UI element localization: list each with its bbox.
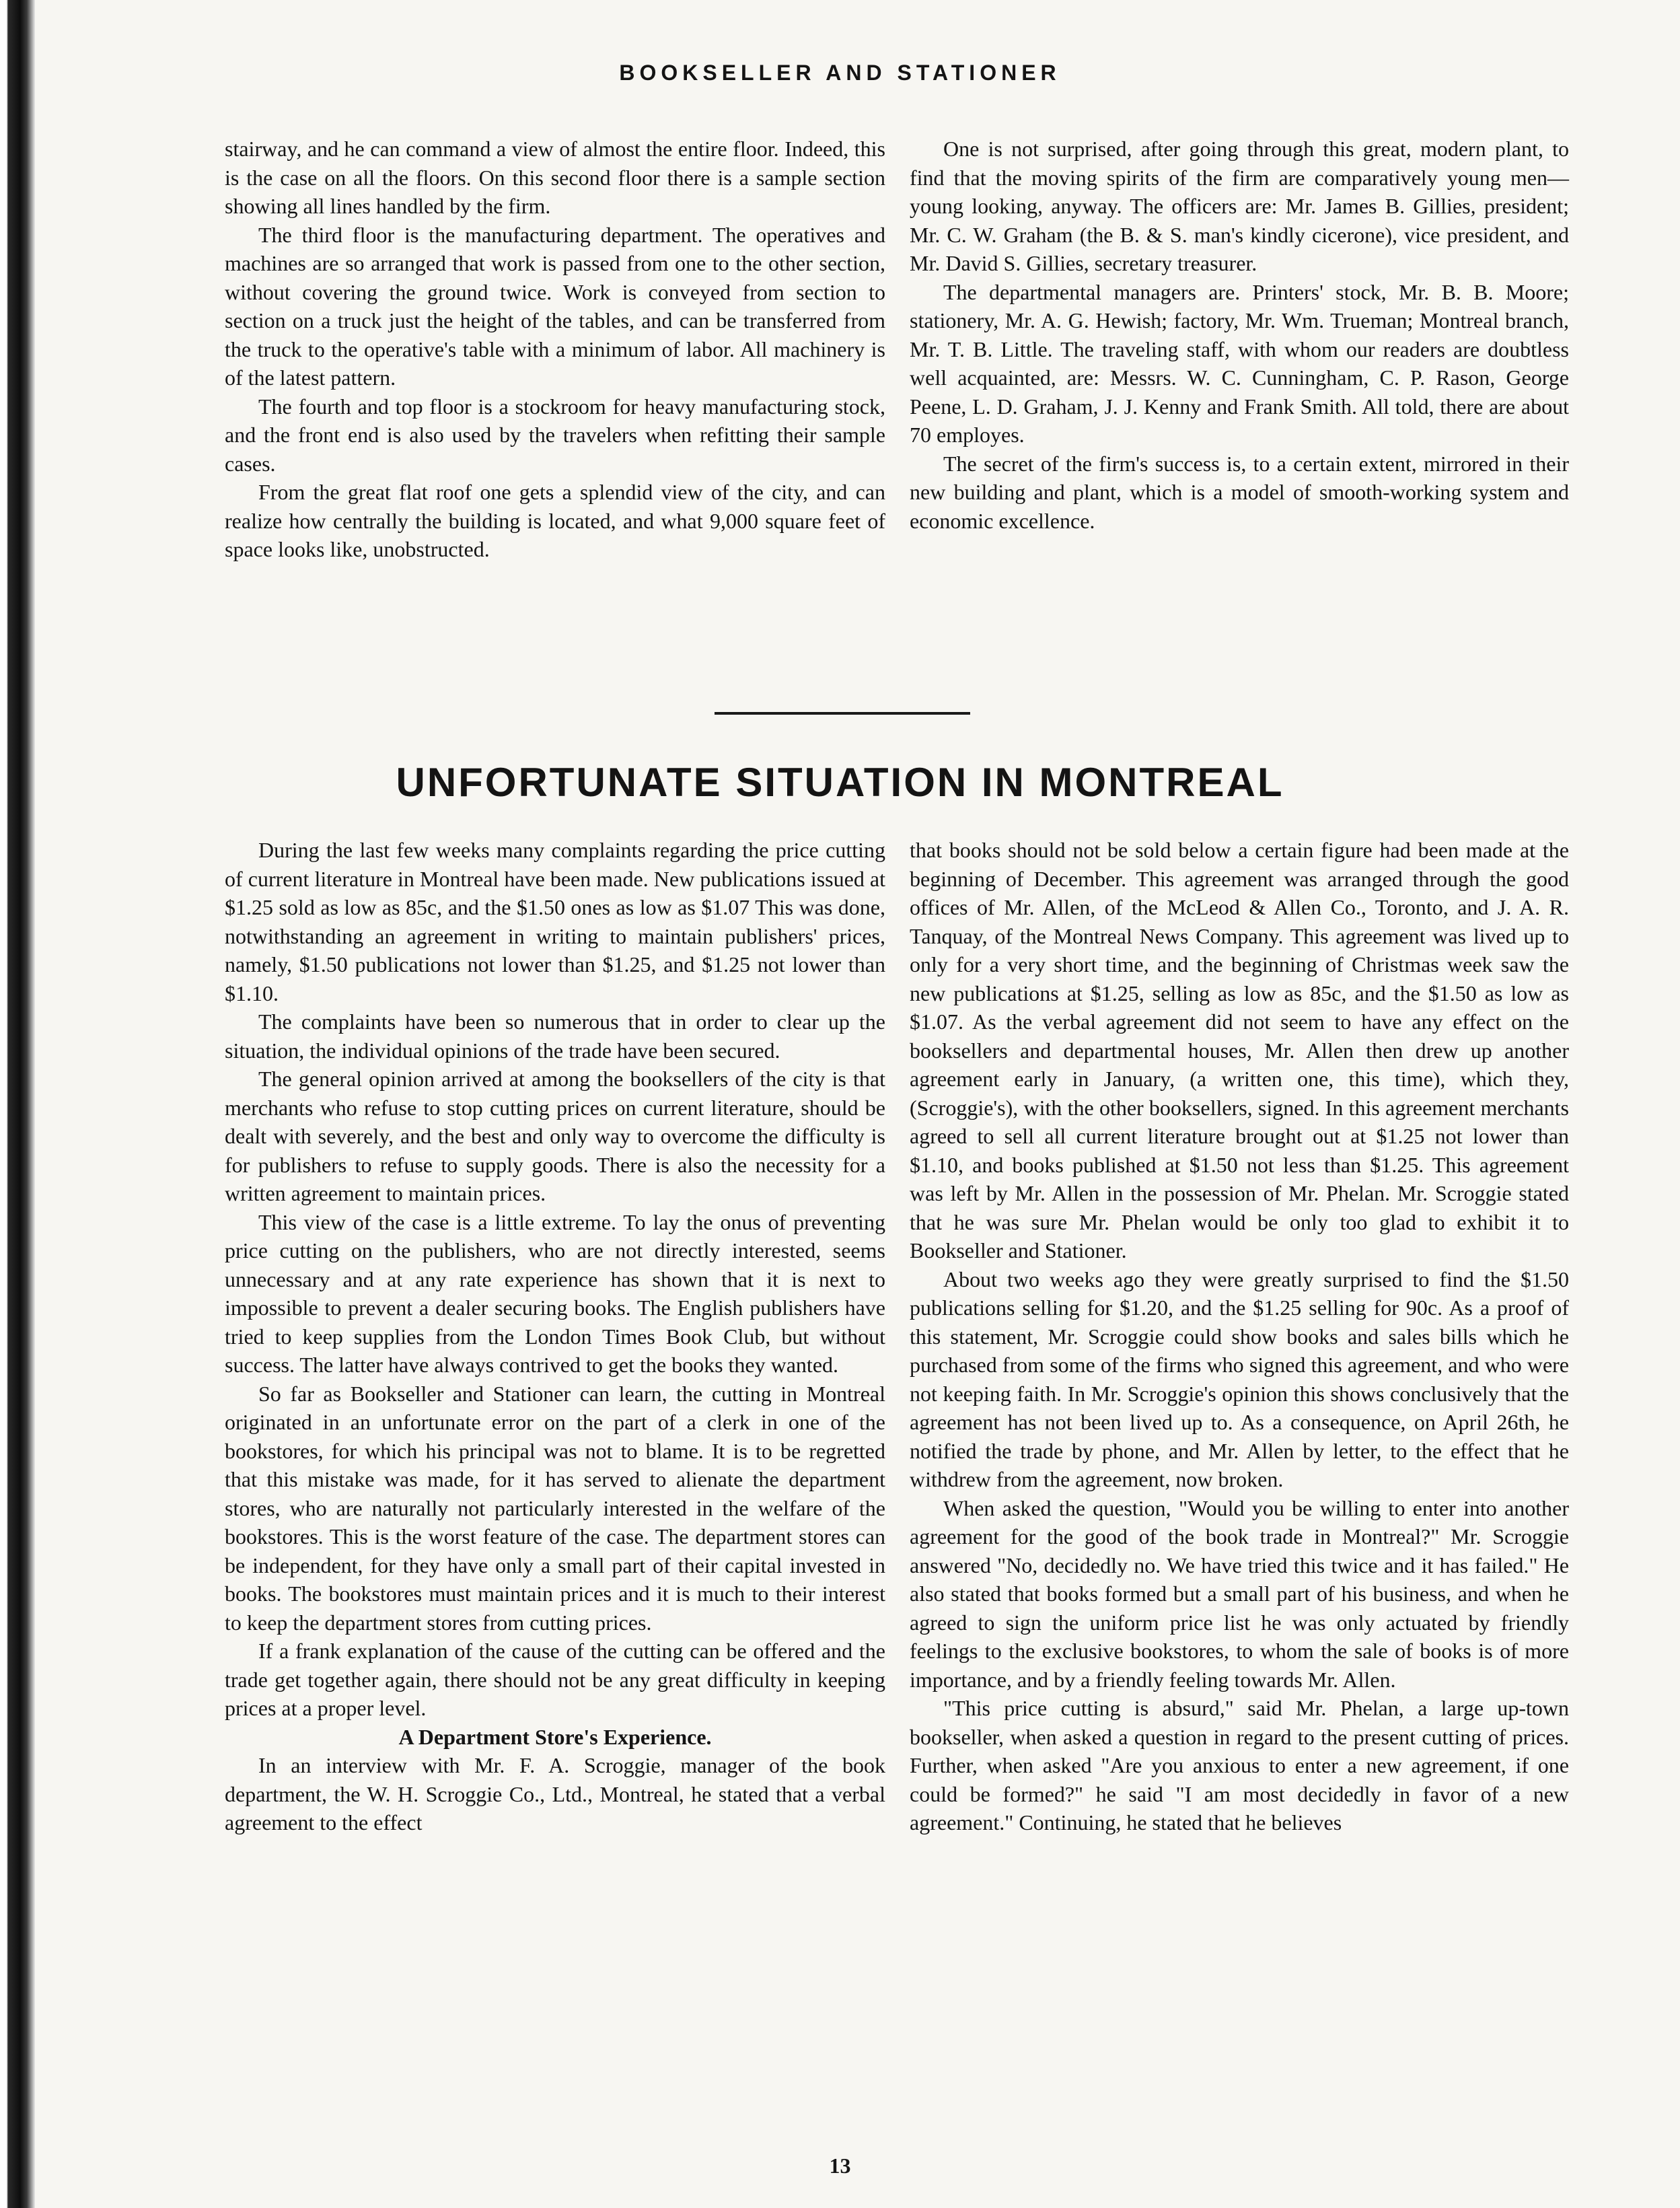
section-divider [715, 712, 970, 715]
running-head: BOOKSELLER AND STATIONER [619, 61, 1061, 85]
article-right-column [910, 836, 1569, 1837]
paragraph: This view of the case is a little extreme. To lay the onus of preventing price cutting on the publishers, who are not directly interested, seems unnecessary and at any rate experience has shown that it is next to impossible to prevent a dealer securing books. The English publishers have tried to keep supplies from the London Times Book Club, but without success. The latter have always contrived to get the books they wanted. [225, 1209, 885, 1377]
paragraph: The general opinion arrived at among the booksellers of the city is that merchants who refuse to stop cutting prices on current literature, should be dealt with severely, and the best and only way to overcome the difficulty is for publishers to refuse to supply goods. There is also the necessity for a written agreement to maintain prices. [225, 1067, 885, 1205]
paragraph: During the last few weeks many complaints regarding the price cutting of current literature in Montreal have been made. New publications issued at $1.25 sold as low as 85c, and the $1.50 ones as low as $1.07 This was done, notwithstanding an agreement in writing to maintain publishers' prices, namely, $1.50 publications not lower than $1.25, and $1.25 not lower than $1.10. [225, 838, 885, 1005]
paragraph: "This price cutting is absurd," said Mr. Phelan, a large up-town bookseller, when asked a question in regard to the present cutting of prices. Further, when asked "Are you anxious to enter a new agreement, if one could be formed?" he said "I am most decidedly in favor of a new agreement." Continuing, he stated that he believes [910, 1696, 1569, 1835]
paragraph: The departmental managers are. Printers' stock, Mr. B. B. Moore; stationery, Mr. A. G. Hewish; factory, Mr. Wm. Trueman; Montreal branch, Mr. T. B. Little. The traveling staff, with whom our readers are doubtless well acquainted, are: Messrs. W. C. Cunningham, C. P. Rason, George Peene, L. D. Graham, J. J. Kenny and Frank Smith. All told, there are about 70 employes. [910, 279, 1569, 447]
article-left-column [225, 836, 885, 1837]
paragraph: The fourth and top floor is a stockroom for heavy manufacturing stock, and the front end is also used by the travelers when refitting their sample cases. [225, 394, 885, 476]
page-number: 13 [829, 2153, 851, 2178]
paragraph: When asked the question, "Would you be willing to enter into another agreement for the good of the book trade in Montreal?" Mr. Scroggie answered "No, decidedly no. We have tried this twice and it has failed." He also stated that books formed but a small part of his business, and when he agreed to sign the uniform price list he was only actuated by friendly feelings to the exclusive bookstores, to whom the sale of books is of more importance, and by a friendly feeling towards Mr. Allen. [910, 1495, 1569, 1692]
paragraph: One is not surprised, after going through this great, modern plant, to find that the moving spirits of the firm are comparatively young men—young looking, anyway. The officers are: Mr. James B. Gillies, president; Mr. C. W. Graham (the B. & S. man's kindly cicerone), vice president, and Mr. David S. Gillies, secretary treasurer. [910, 137, 1569, 275]
paragraph: The complaints have been so numerous that in order to clear up the situation, the individual opinions of the trade have been secured. [225, 1009, 885, 1063]
paragraph: So far as Bookseller and Stationer can learn, the cutting in Montreal originated in an unfortunate error on the part of a clerk in one of the bookstores, for which his principal was not to blame. It is to be regretted that this mistake was made, for it has served to alienate the department stores, who are naturally not particularly interested in the welfare of the bookstores. This is the worst feature of the case. The department stores can be independent, for they have only a small part of their capital invested in books. The bookstores must maintain prices and it is much to their interest to keep the department stores from cutting prices. [225, 1381, 885, 1635]
paragraph: stairway, and he can command a view of almost the entire floor. Indeed, this is the case on all the floors. On this second floor there is a sample section showing all lines handled by the firm. [225, 137, 885, 218]
paragraph: In an interview with Mr. F. A. Scroggie, manager of the book department, the W. H. Scroggie Co., Ltd., Montreal, he stated that a verbal agreement to the effect [225, 1753, 885, 1835]
paragraph: The third floor is the manufacturing department. The operatives and machines are so arranged that work is passed from one to the other section, without covering the ground twice. Work is conveyed from section to section on a truck just the height of the tables, and can be transferred from the truck to the operative's table with a minimum of labor. All machinery is of the latest pattern. [225, 222, 885, 390]
article-headline: UNFORTUNATE SITUATION IN MONTREAL [396, 760, 1284, 805]
paragraph: From the great flat roof one gets a splendid view of the city, and can realize how centrally the building is located, and what 9,000 square feet of space looks like, unobstructed. [225, 480, 885, 561]
top-left-column [225, 135, 885, 564]
paragraph: If a frank explanation of the cause of the cutting can be offered and the trade get together again, there should not be any great difficulty in keeping prices at a proper level. [225, 1639, 885, 1720]
article-subhead: A Department Store's Experience. [398, 1724, 712, 1749]
top-right-column [910, 135, 1569, 535]
scan-binding-edge [0, 0, 35, 2208]
paragraph: that books should not be sold below a certain figure had been made at the beginning of December. This agreement was arranged through the good offices of Mr. Allen, of the McLeod & Allen Co., Toronto, and J. A. R. Tanquay, of the Montreal News Company. This agreement was lived up to only for a very short time, and the beginning of Christmas week saw the new publications at $1.25, selling as low as 85c, and the $1.50 as low as $1.07. As the verbal agreement did not seem to have any effect on the booksellers and departmental houses, Mr. Allen then drew up another agreement early in January, (a written one, this time), which they, (Scroggie's), with the other booksellers, signed. In this agreement merchants agreed to sell all current literature brought out at $1.25 not lower than $1.10, and books published at $1.50 not less than $1.25. This agreement was left by Mr. Allen in the possession of Mr. Phelan. Mr. Scroggie stated that he was sure Mr. Phelan would be only too glad to exhibit it to Bookseller and Stationer. [910, 838, 1569, 1262]
paragraph: The secret of the firm's success is, to a certain extent, mirrored in their new building and plant, which is a model of smooth-working system and economic excellence. [910, 451, 1569, 533]
paragraph: About two weeks ago they were greatly surprised to find the $1.50 publications selling for $1.20, and the $1.25 selling for 90c. As a proof of this statement, Mr. Scroggie could show books and sales bills which he purchased from some of the firms who signed this agreement, and who were not keeping faith. In Mr. Scroggie's opinion this shows conclusively that the agreement has not been lived up to. As a consequence, on April 26th, he notified the trade by phone, and Mr. Allen by letter, to the effect that he withdrew from the agreement, now broken. [910, 1267, 1569, 1491]
